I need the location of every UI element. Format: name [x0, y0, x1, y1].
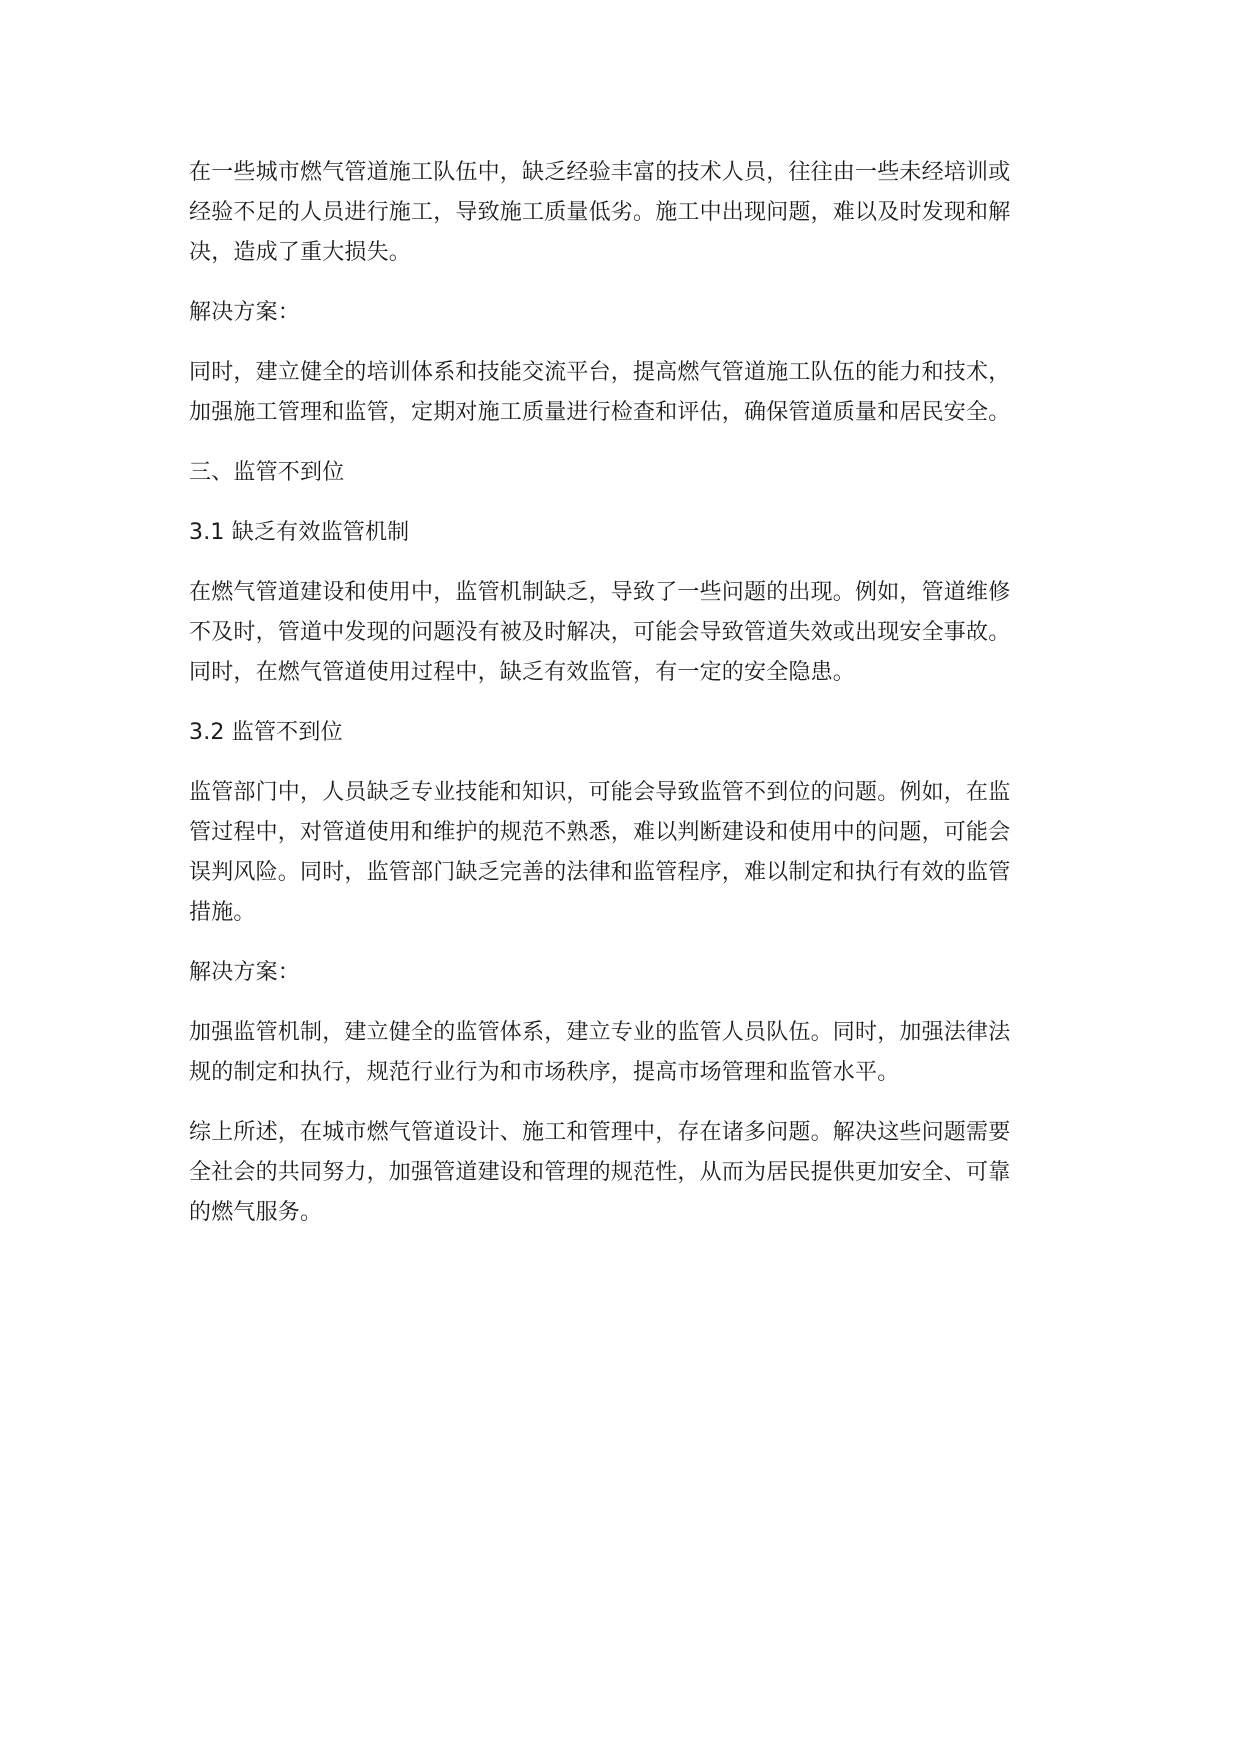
- document-body: [189, 153, 1049, 1253]
- solution-heading: [189, 953, 1049, 993]
- text-line: 加强监管机制，建立健全的监管体系，建立专业的监管人员队伍。同时，加强法律法: [189, 1020, 1011, 1045]
- paragraph-training-solution: [189, 353, 1049, 433]
- paragraph-supervision-solution: [189, 1013, 1049, 1093]
- paragraph-supervision-mechanism: [189, 573, 1049, 693]
- paragraph-construction-team-issue: [189, 153, 1049, 273]
- text-line: 在燃气管道建设和使用中，监管机制缺乏，导致了一些问题的出现。例如，管道维修: [189, 580, 1011, 605]
- text-line: 不及时，管道中发现的问题没有被及时解决，可能会导致管道失效或出现安全事故。: [189, 620, 1011, 645]
- text-line: 综上所述，在城市燃气管道设计、施工和管理中，存在诸多问题。解决这些问题需要: [189, 1120, 1011, 1145]
- text-line: 解决方案：: [189, 300, 301, 325]
- text-line: 措施。: [189, 900, 256, 925]
- text-line: 同时，在燃气管道使用过程中，缺乏有效监管，有一定的安全隐患。: [189, 660, 856, 685]
- text-line: 3.1 缺乏有效监管机制: [189, 520, 410, 545]
- text-line: 加强施工管理和监管，定期对施工质量进行检查和评估，确保管道质量和居民安全。: [189, 400, 1011, 425]
- text-line: 管过程中，对管道使用和维护的规范不熟悉，难以判断建设和使用中的问题，可能会: [189, 820, 1011, 845]
- text-line: 监管部门中，人员缺乏专业技能和知识，可能会导致监管不到位的问题。例如，在监: [189, 780, 1011, 805]
- subsection-heading-3-1: [189, 513, 1049, 553]
- solution-heading: [189, 293, 1049, 333]
- text-line: 全社会的共同努力，加强管道建设和管理的规范性，从而为居民提供更加安全、可靠: [189, 1160, 1011, 1185]
- text-line: 3.2 监管不到位: [189, 720, 343, 745]
- section-heading-3: [189, 453, 1049, 493]
- text-line: 在一些城市燃气管道施工队伍中，缺乏经验丰富的技术人员，往往由一些未经培训或: [189, 160, 1011, 185]
- text-line: 规的制定和执行，规范行业行为和市场秩序，提高市场管理和监管水平。: [189, 1060, 900, 1085]
- text-line: 同时，建立健全的培训体系和技能交流平台，提高燃气管道施工队伍的能力和技术，: [189, 360, 1011, 385]
- paragraph-supervision-personnel: [189, 773, 1049, 933]
- text-line: 解决方案：: [189, 960, 301, 985]
- subsection-heading-3-2: [189, 713, 1049, 753]
- text-line: 决，造成了重大损失。: [189, 240, 412, 265]
- text-line: 误判风险。同时，监管部门缺乏完善的法律和监管程序，难以制定和执行有效的监管: [189, 860, 1011, 885]
- text-line: 经验不足的人员进行施工，导致施工质量低劣。施工中出现问题，难以及时发现和解: [189, 200, 1011, 225]
- text-line: 的燃气服务。: [189, 1200, 323, 1225]
- text-line: 三、监管不到位: [189, 460, 345, 485]
- paragraph-conclusion: [189, 1113, 1049, 1233]
